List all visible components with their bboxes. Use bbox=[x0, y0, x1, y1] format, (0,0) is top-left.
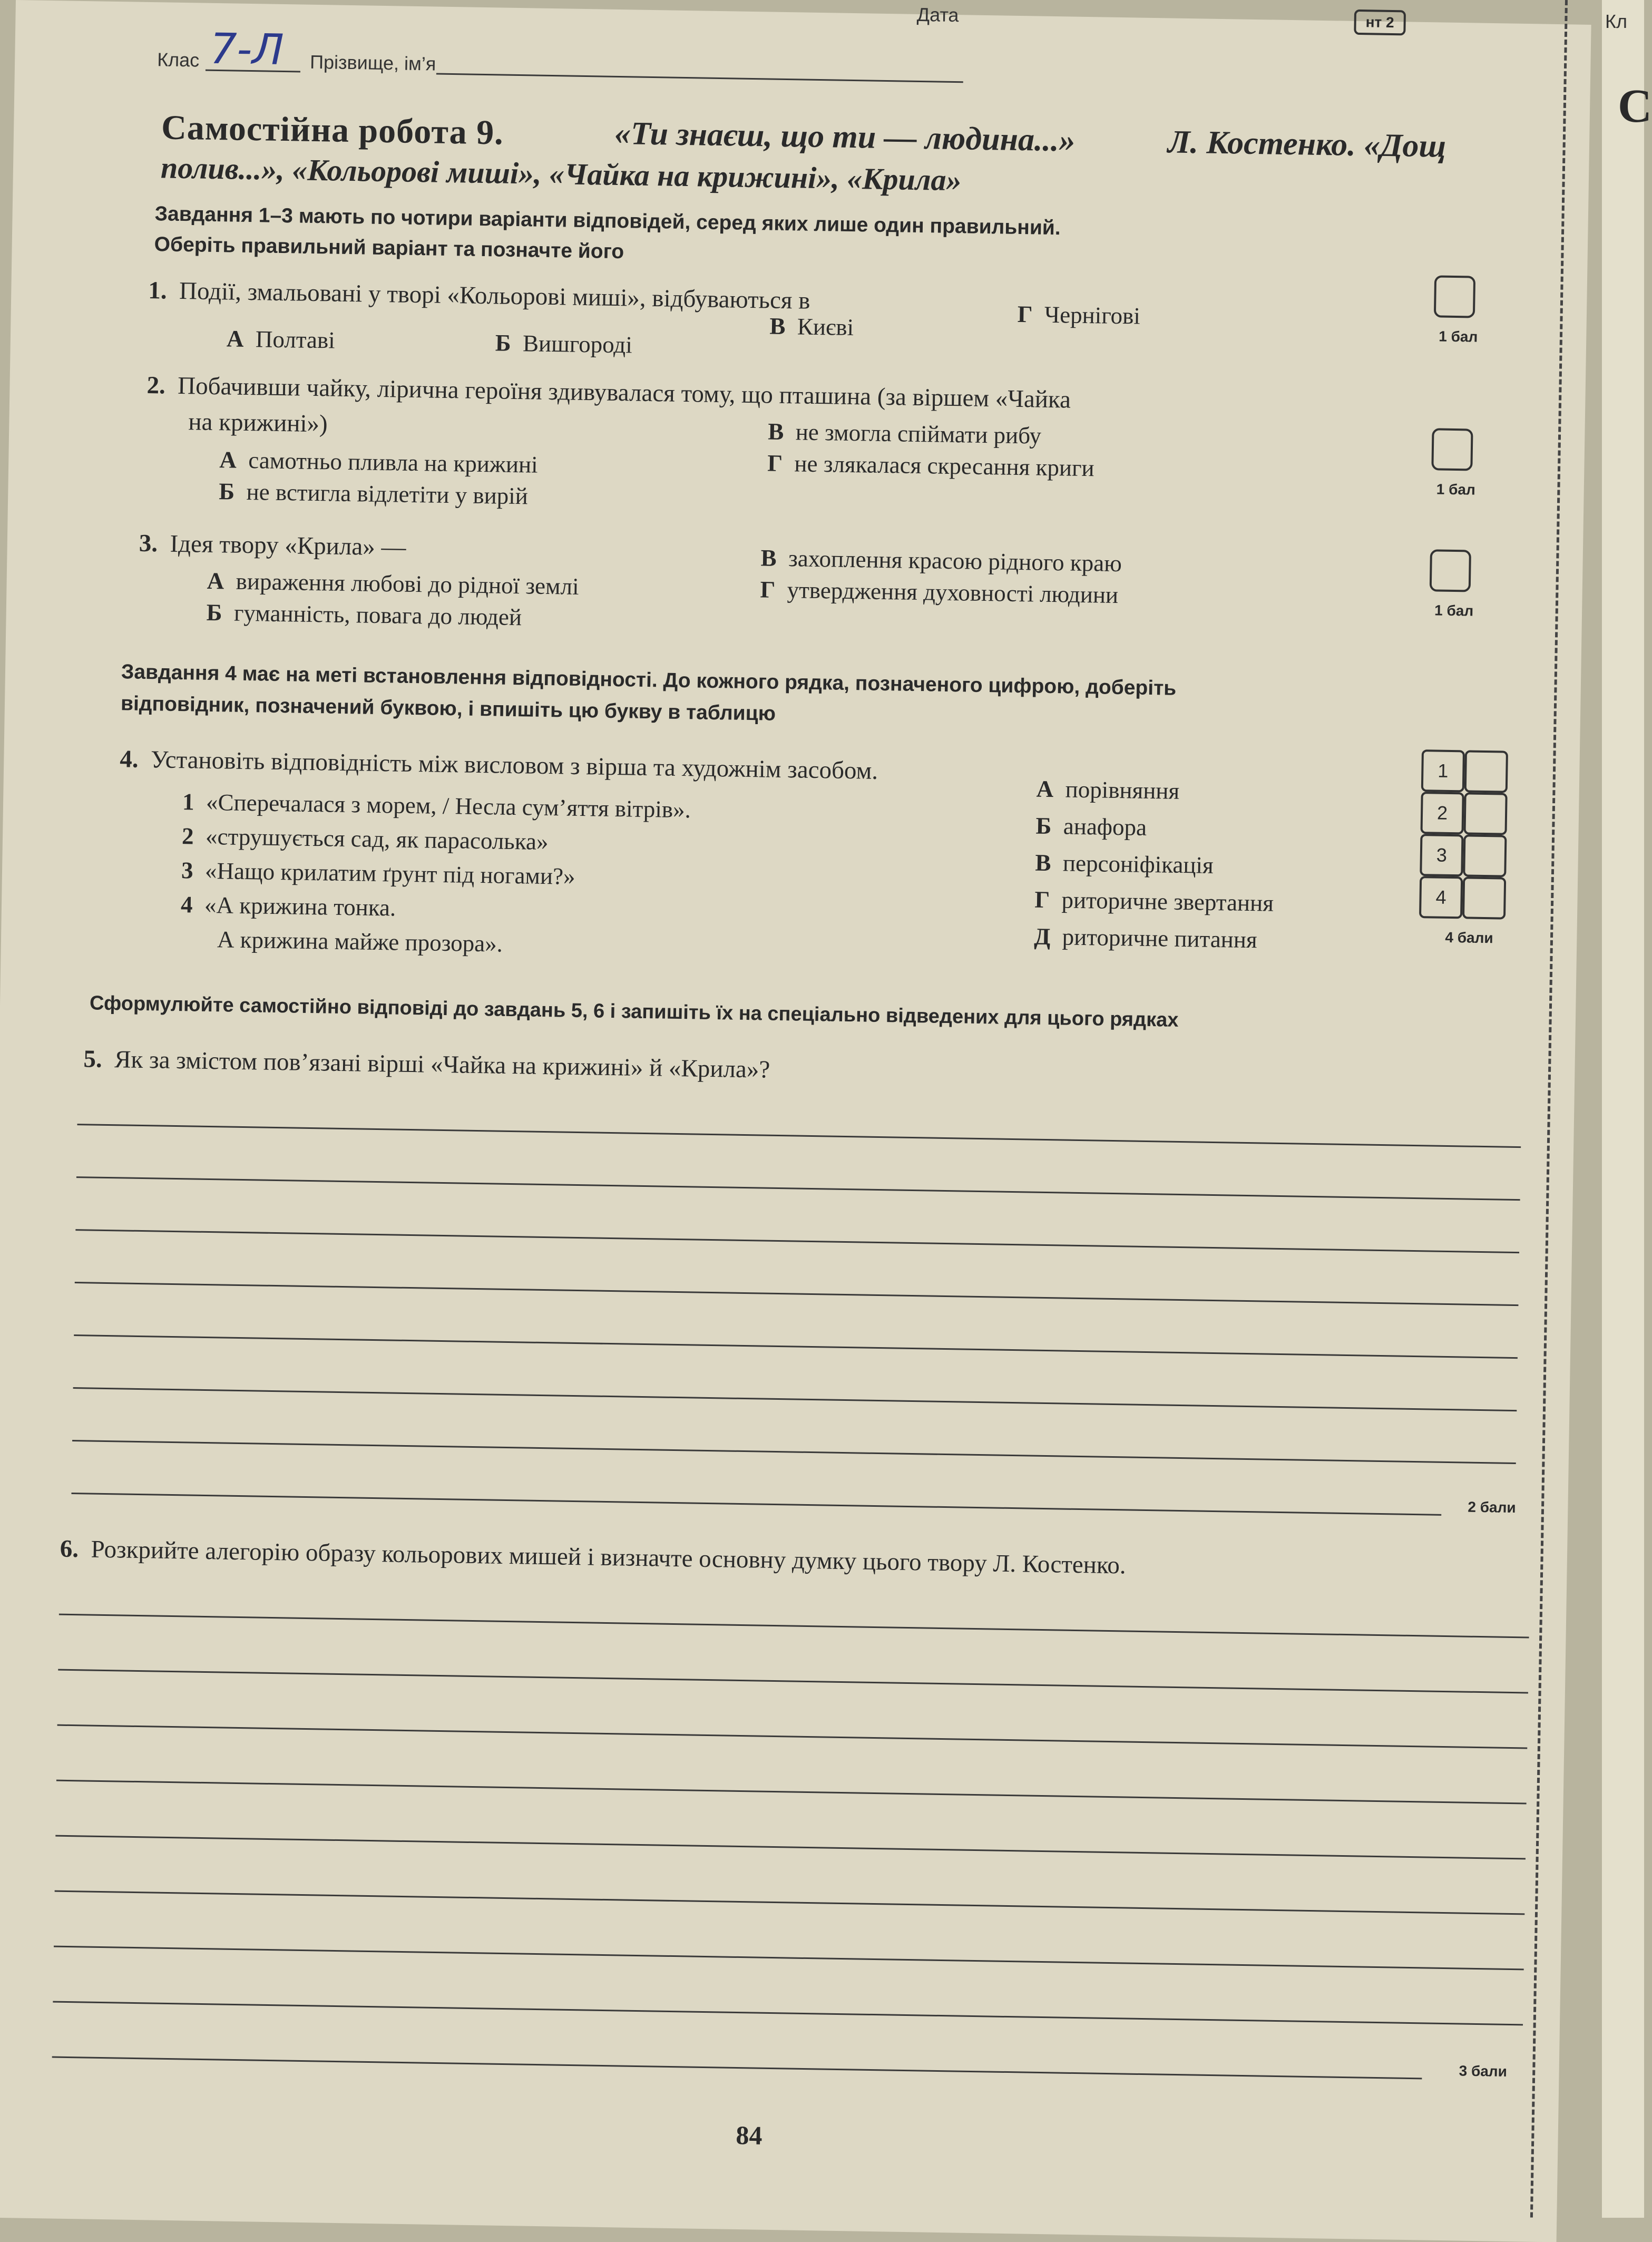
q2-option-v[interactable]: В не змогла спіймати рибу bbox=[767, 418, 1042, 449]
q4-item-4: 4 «А крижина тонка. bbox=[180, 891, 396, 921]
name-line[interactable] bbox=[436, 73, 963, 83]
q5-answer-line-5[interactable] bbox=[74, 1334, 1518, 1359]
q3-number: 3. bbox=[139, 529, 158, 558]
q4-answer-b: Б анафора bbox=[1035, 812, 1147, 841]
q3-answer-box[interactable] bbox=[1430, 549, 1471, 592]
q4-item-1: 1 «Сперечалася з морем, / Несла сум’яття вітрів». bbox=[182, 788, 691, 823]
q1-points: 1 бал bbox=[1439, 328, 1478, 345]
variant-tab: нт 2 bbox=[1354, 9, 1406, 36]
q3-points: 1 бал bbox=[1434, 602, 1474, 619]
q5-answer-line-3[interactable] bbox=[75, 1229, 1519, 1253]
q4-points: 4 бали bbox=[1445, 929, 1493, 947]
q4-table-cell-3[interactable] bbox=[1463, 834, 1507, 877]
q5-answer-line-8[interactable] bbox=[71, 1493, 1441, 1516]
title-line-2: полив...», «Кольорові миші», «Чайка на крижині», «Крила» bbox=[160, 150, 962, 198]
next-page-edge bbox=[1602, 0, 1652, 2218]
q3-option-a[interactable]: А вираження любові до рідної землі bbox=[207, 567, 579, 600]
q1-option-g[interactable]: Г Чернігові bbox=[1017, 300, 1141, 329]
q1-answer-box[interactable] bbox=[1434, 275, 1475, 318]
q4-number: 4. bbox=[119, 745, 139, 773]
q3-option-g[interactable]: Г утвердження духовності людини bbox=[760, 576, 1119, 608]
next-page-header: Кл bbox=[1605, 11, 1627, 32]
q5-answer-line-1[interactable] bbox=[77, 1124, 1521, 1148]
q5-answer-line-4[interactable] bbox=[75, 1282, 1519, 1306]
date-label: Дата bbox=[916, 3, 959, 26]
q4-text: Установіть відповідність між висловом з вірша та художнім засобом. bbox=[150, 746, 878, 785]
q4-answer-d: Д риторичне питання bbox=[1033, 923, 1258, 953]
q4-answer-a: А порівняння bbox=[1036, 775, 1180, 804]
q4-table-cell-2[interactable] bbox=[1463, 792, 1507, 835]
q6-answer-line-2[interactable] bbox=[58, 1669, 1528, 1694]
q4-item-3: 3 «Нащо крилатим ґрунт під ногами?» bbox=[181, 857, 575, 890]
q1-number: 1. bbox=[148, 277, 168, 305]
instructions-2-line1: Завдання 4 має на меті встановлення відповідності. До кожного рядка, позначеного цифрою, доберіть bbox=[121, 660, 1177, 700]
q4-table-cell-1[interactable] bbox=[1464, 750, 1508, 793]
instructions-1-line1: Завдання 1–3 мають по чотири варіанти відповідей, серед яких лише один правильний. bbox=[154, 202, 1061, 240]
q6-answer-line-1[interactable] bbox=[59, 1614, 1529, 1639]
q4-item-4-continued: А крижина майже прозора». bbox=[217, 926, 503, 957]
class-label: Клас bbox=[157, 48, 200, 71]
q6-number: 6. bbox=[60, 1535, 79, 1563]
work-title: Самостійна робота 9. bbox=[161, 108, 504, 152]
page-number: 84 bbox=[736, 2120, 763, 2150]
class-handwritten[interactable]: 7-Л bbox=[209, 24, 285, 74]
q4-answer-v: В персоніфікація bbox=[1035, 849, 1214, 879]
q4-table-label-3: 3 bbox=[1420, 834, 1463, 876]
author-line: Л. Костенко. «Дощ bbox=[1167, 124, 1446, 164]
q4-item-2: 2 «струшується сад, як парасолька» bbox=[181, 823, 549, 855]
q5-points: 2 бали bbox=[1468, 1498, 1516, 1516]
q5-number: 5. bbox=[83, 1045, 103, 1073]
name-label: Прізвище, ім’я bbox=[309, 51, 436, 75]
q2-answer-box[interactable] bbox=[1431, 428, 1473, 471]
q3-option-v[interactable]: В захоплення красою рідного краю bbox=[760, 544, 1122, 577]
next-page-title-letter: С bbox=[1618, 80, 1652, 132]
q5-answer-line-2[interactable] bbox=[76, 1176, 1520, 1201]
q6-points: 3 бали bbox=[1459, 2062, 1508, 2080]
q1-option-a[interactable]: А Полтаві bbox=[226, 325, 336, 354]
q2-number: 2. bbox=[146, 371, 166, 399]
q1-text: Події, змальовані у творі «Кольорові миші», відбуваються в bbox=[179, 277, 810, 315]
q2-option-a[interactable]: А самотньо пливла на крижині bbox=[219, 446, 539, 478]
q6-text: Розкрийте алегорію образу кольорових мишей і визначте основну думку цього твору Л. Костенко. bbox=[91, 1535, 1126, 1580]
q4-table-label-1: 1 bbox=[1421, 749, 1465, 792]
q2-text-2: на крижині») bbox=[188, 408, 328, 438]
q6-answer-line-3[interactable] bbox=[57, 1724, 1528, 1749]
q4-table-cell-4[interactable] bbox=[1462, 876, 1506, 919]
q1-option-v[interactable]: В Києві bbox=[769, 313, 854, 341]
q6-answer-line-7[interactable] bbox=[54, 1946, 1524, 1971]
q1-option-b[interactable]: Б Вишгороді bbox=[495, 329, 633, 358]
work-subtitle: «Ти знаєш, що ти — людина...» bbox=[614, 115, 1076, 159]
instructions-1-line2: Оберіть правильний варіант та позначте його bbox=[154, 233, 624, 264]
instructions-3: Сформулюйте самостійно відповіді до завдань 5, 6 і запишіть їх на спеціально відведених для цього рядках bbox=[89, 992, 1179, 1031]
q6-answer-line-6[interactable] bbox=[55, 1890, 1525, 1915]
q4-answer-g: Г риторичне звертання bbox=[1034, 886, 1274, 917]
q2-option-b[interactable]: Б не встигла відлетіти у вирій bbox=[219, 478, 529, 510]
q3-text: Ідея твору «Крила» — bbox=[170, 530, 406, 561]
q6-answer-line-4[interactable] bbox=[56, 1780, 1527, 1805]
q5-text: Як за змістом пов’язані вірші «Чайка на крижині» й «Крила»? bbox=[114, 1046, 770, 1084]
q6-answer-line-8[interactable] bbox=[53, 2001, 1523, 2026]
q6-answer-line-5[interactable] bbox=[55, 1835, 1526, 1860]
q4-table-label-2: 2 bbox=[1420, 792, 1464, 834]
q5-answer-line-7[interactable] bbox=[72, 1440, 1516, 1464]
q2-points: 1 бал bbox=[1436, 481, 1476, 498]
q2-text-1: Побачивши чайку, лірична героїня здивувалася тому, що пташина (за віршем «Чайка bbox=[177, 372, 1071, 414]
instructions-2-line2: відповідник, позначений буквою, і впишіть цю букву в таблицю bbox=[120, 692, 776, 725]
q6-answer-line-9[interactable] bbox=[52, 2056, 1422, 2080]
q5-answer-line-6[interactable] bbox=[73, 1387, 1517, 1411]
q4-table-label-4: 4 bbox=[1419, 876, 1463, 919]
q3-option-b[interactable]: Б гуманність, повага до людей bbox=[206, 599, 522, 631]
q2-option-g[interactable]: Г не злякалася скресання криги bbox=[767, 450, 1095, 482]
